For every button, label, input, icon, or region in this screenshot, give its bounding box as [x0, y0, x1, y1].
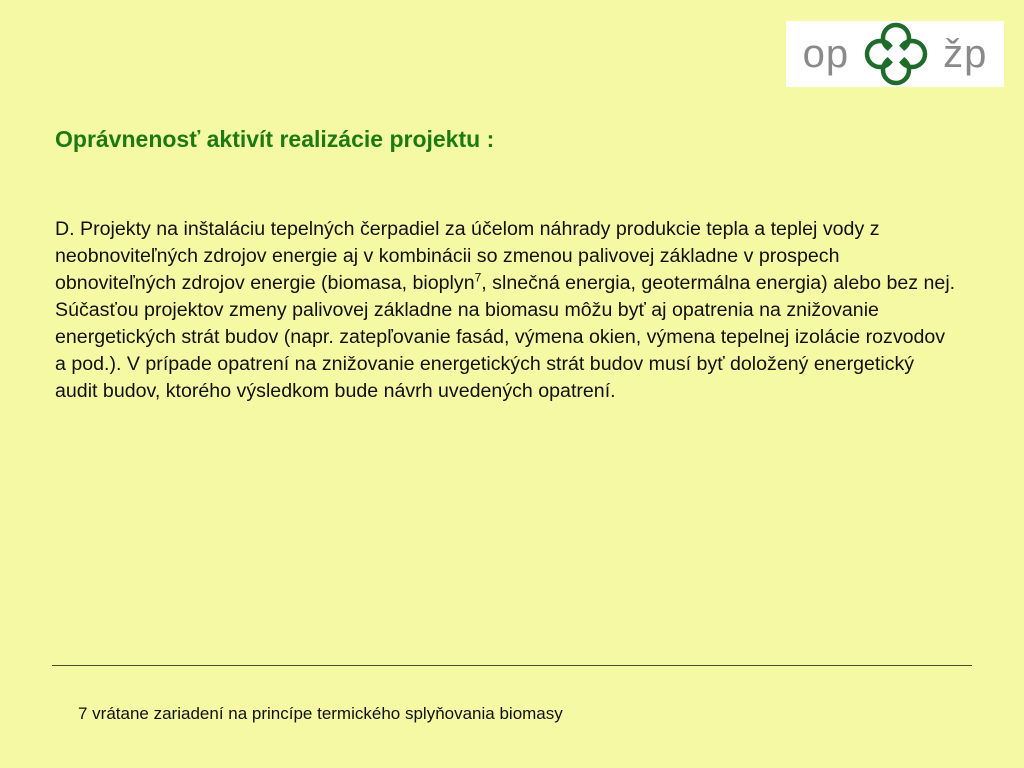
page-title: Oprávnenosť aktivít realizácie projektu :	[55, 126, 495, 152]
logo-text-zp: žp	[943, 32, 988, 76]
footnote-text: 7 vrátane zariadení na princípe termického splyňovania biomasy	[78, 704, 563, 723]
logo-text-op: op	[802, 32, 850, 76]
clover-icon	[863, 21, 929, 87]
footnote-divider	[52, 665, 972, 666]
body-paragraph	[55, 216, 960, 405]
footnote-reference: 7	[474, 270, 482, 285]
logo	[786, 21, 1004, 87]
body-text-part1: D. Projekty na inštaláciu tepelných čerpadiel za účelom náhrady produkcie tepla a teplej vody z neobnoviteľných zdrojov energie aj v kombinácii so zmenou palivovej základne v prospech obnoviteľných zdrojov energie (biomasa, bioplyn	[55, 218, 880, 294]
body-text-part2: , slnečná energia, geotermálna energia) alebo bez nej. Súčasťou projektov zmeny palivovej základne na biomasu môžu byť aj opatrenia na znižovanie energetických strát budov (napr. zatepľovanie fasád, výmena okien, výmena tepelnej izolácie rozvodov a pod.). V prípade opatrení na znižovanie energetických strát budov musí byť doložený energetický audit budov, ktorého výsledkom bude návrh uvedených opatrení.	[55, 272, 956, 402]
